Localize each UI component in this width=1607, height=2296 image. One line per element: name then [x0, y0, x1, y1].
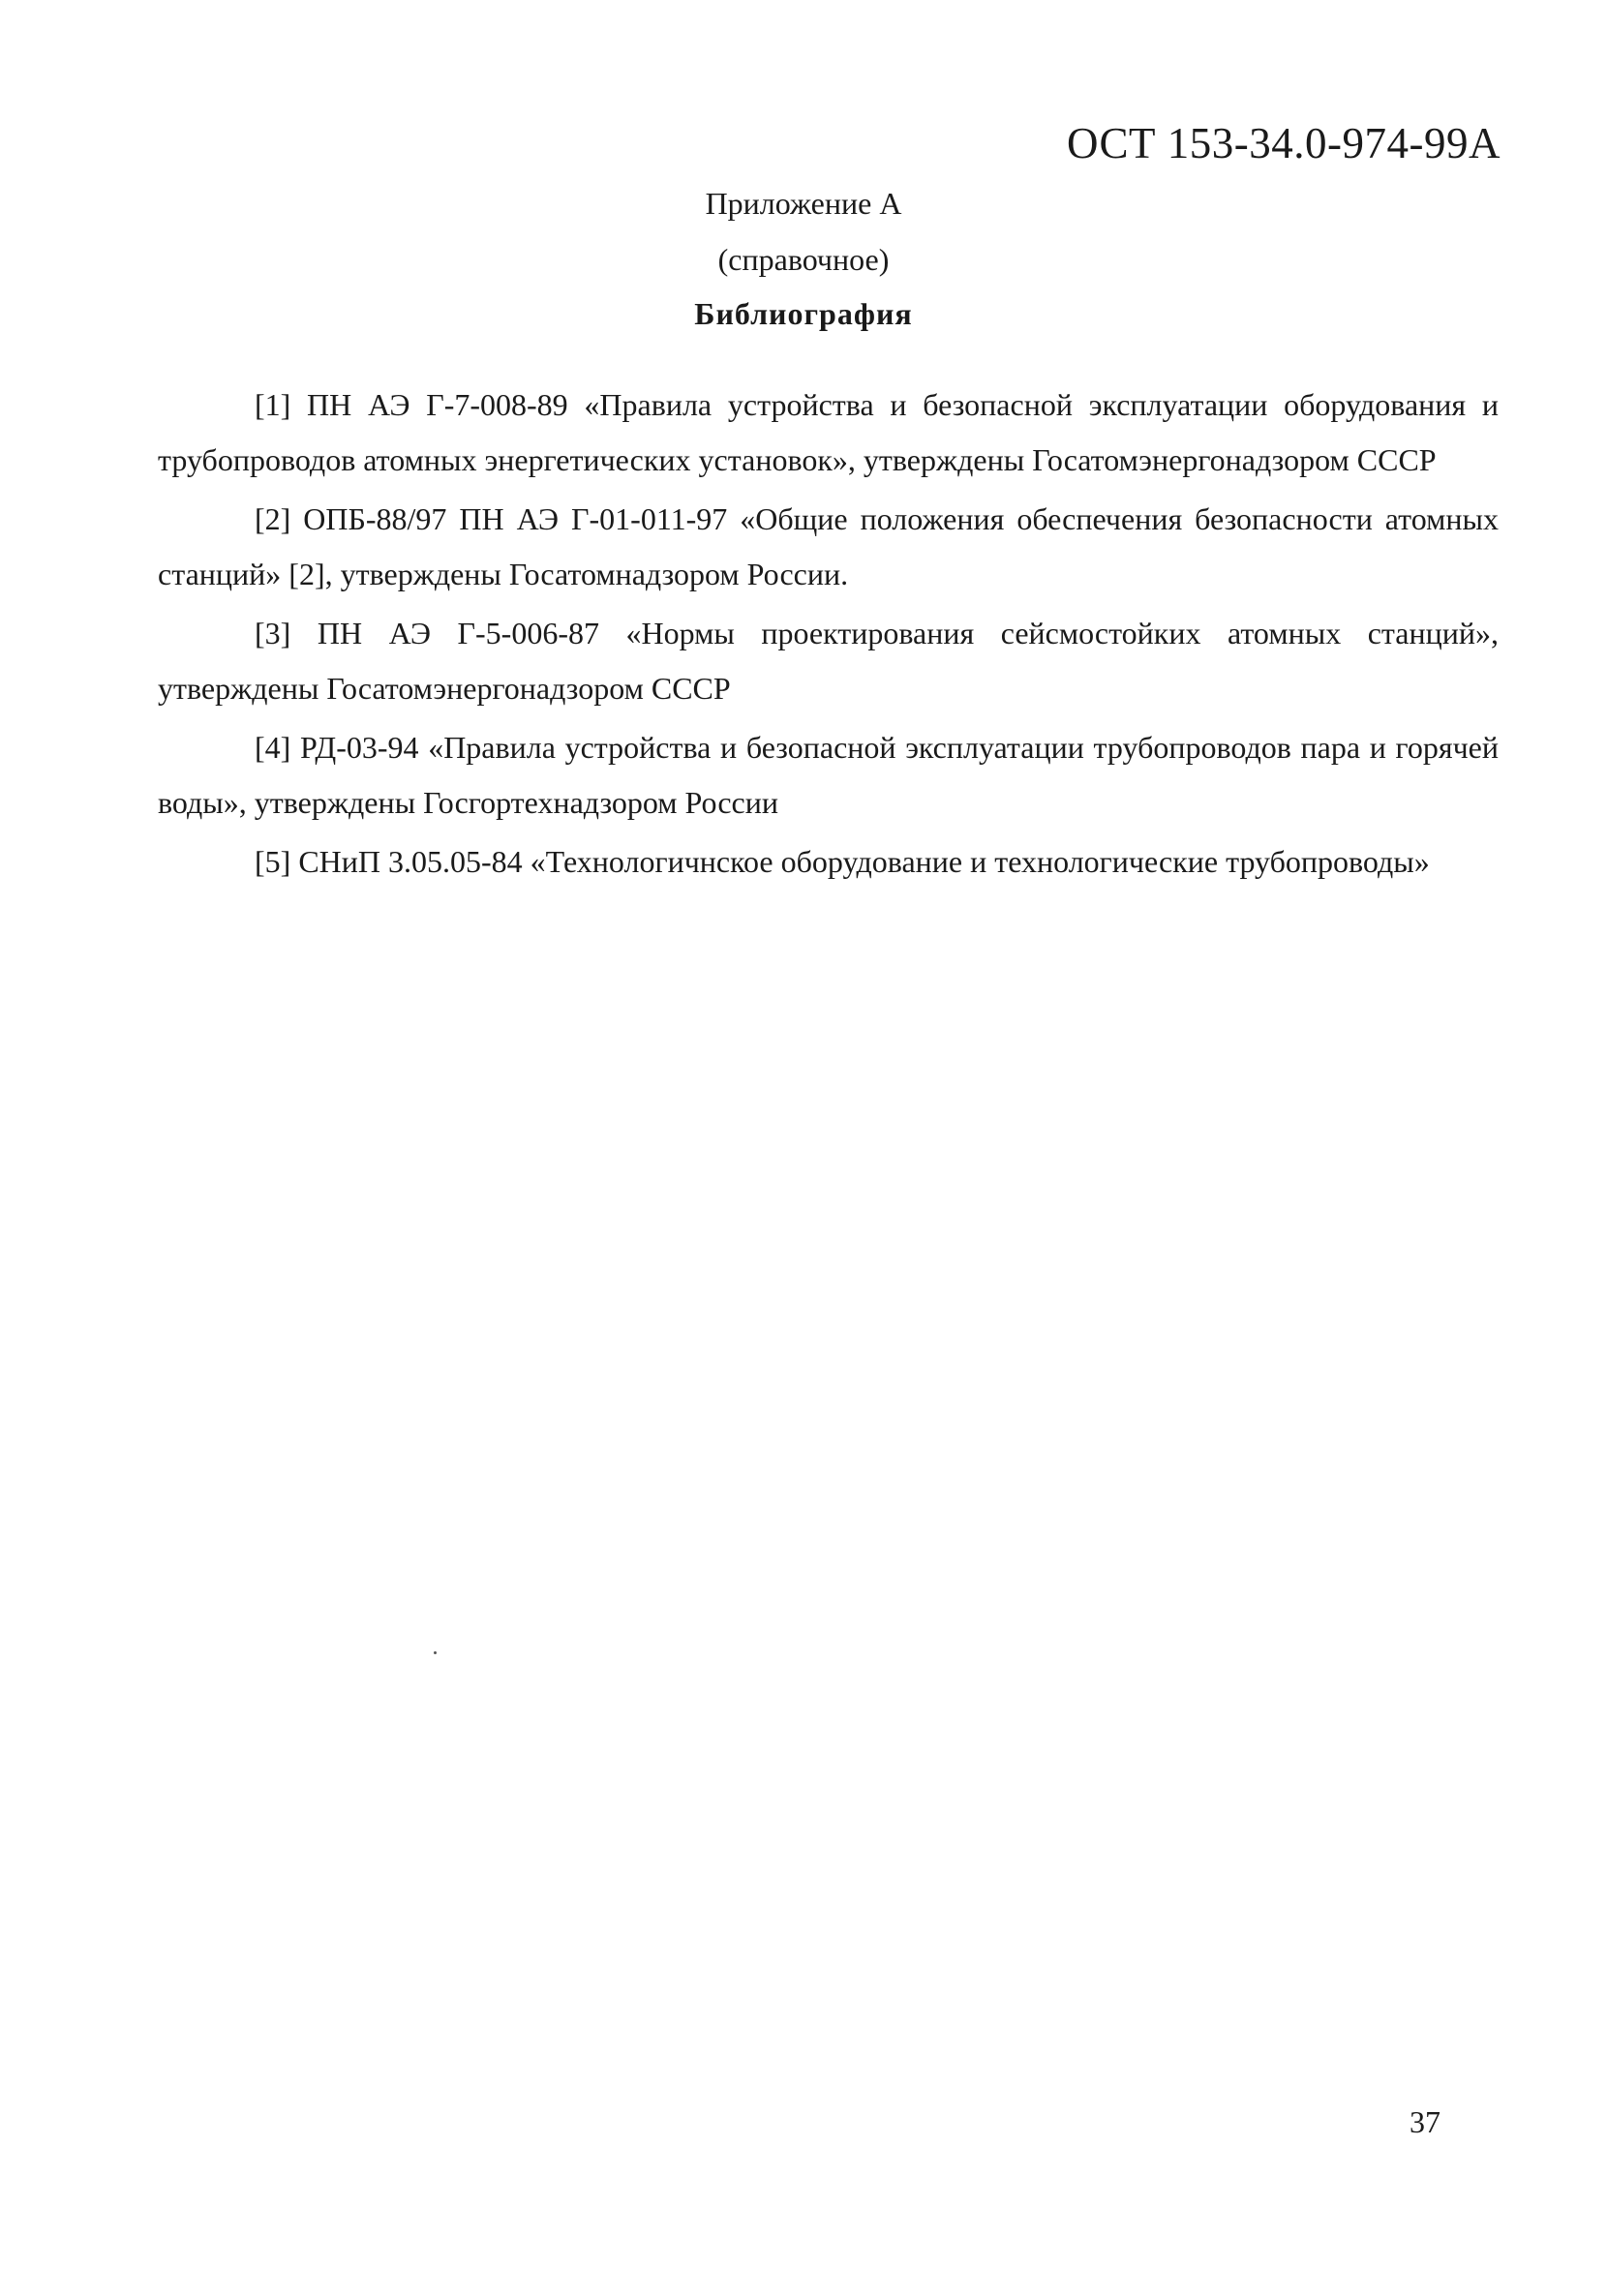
page-number: 37 — [1410, 2104, 1440, 2139]
section-title: Библиография — [694, 296, 913, 331]
appendix-title: Приложение А — [705, 186, 902, 221]
bibliography-item: [2] ОПБ-88/97 ПН АЭ Г-01-011-97 «Общие положения обеспечения безопасности атомных станций» [2], утверждены Госатомнадзором России. — [158, 501, 1499, 591]
bibliography-item: [1] ПН АЭ Г-7-008-89 «Правила устройства и безопасной эксплуатации оборудования и трубопроводов атомных энергетических установок», утверждены Госатомэнергонадзором СССР — [158, 387, 1499, 477]
bibliography-item: [3] ПН АЭ Г-5-006-87 «Нормы проектирования сейсмостойких атомных станций», утверждены Госатомэнергонадзором СССР — [158, 616, 1499, 706]
appendix-type: (справочное) — [717, 242, 890, 277]
bibliography-list — [158, 378, 1499, 893]
bibliography-item: [5] СНиП 3.05.05-84 «Технологичнское оборудование и технологические трубопроводы» — [255, 844, 1430, 879]
document-code: ОСТ 153-34.0-974-99А — [1066, 119, 1501, 167]
scan-speck — [434, 1651, 437, 1654]
bibliography-item: [4] РД-03-94 «Правила устройства и безопасной эксплуатации трубопроводов пара и горячей воды», утверждены Госгортехнадзором России — [158, 730, 1499, 820]
